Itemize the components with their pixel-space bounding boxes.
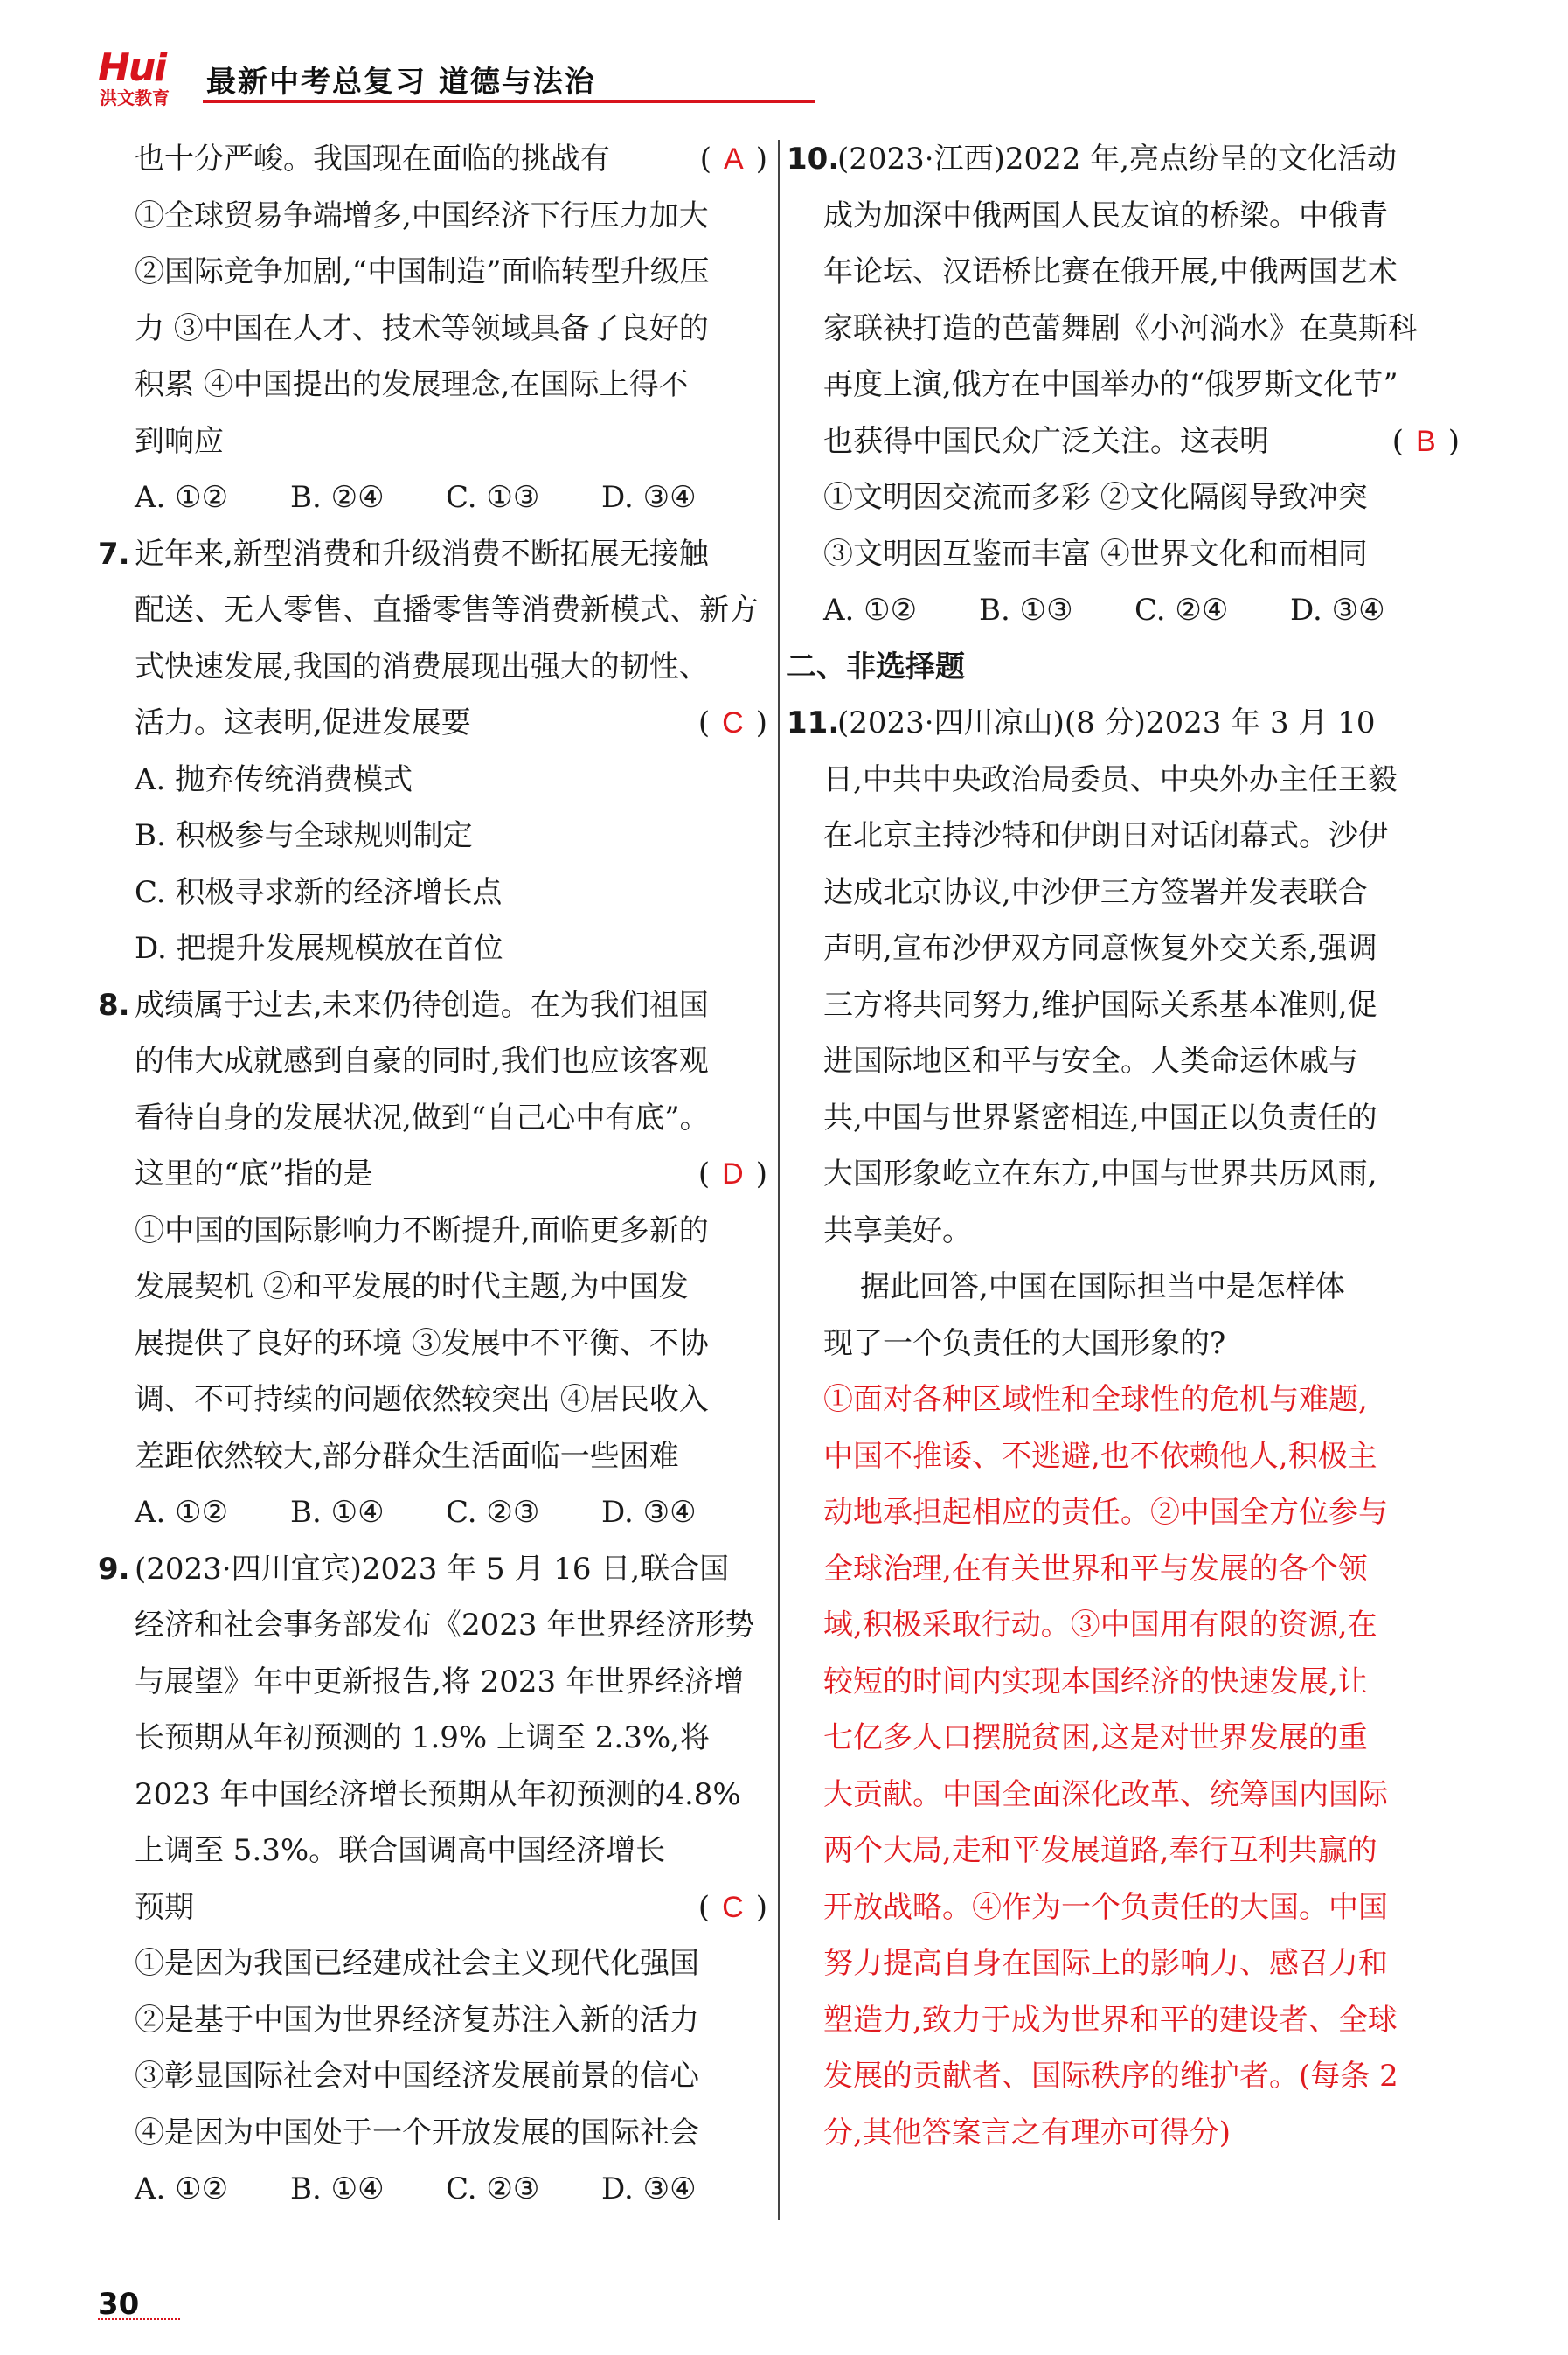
option-a: A. ①② — [135, 2171, 229, 2206]
option-b: B. ①③ — [979, 593, 1073, 628]
question-stem-line: 7. 近年来,新型消费和升级消费不断拓展无接触 — [98, 526, 767, 583]
option-d: D. 把提升发展规模放在首位 — [135, 931, 503, 966]
option-d: D. ③④ — [601, 480, 697, 515]
option-c: C. ②④ — [1134, 593, 1229, 628]
choice-line: 调、不可持续的问题依然较突出 ④居民收入 — [135, 1382, 709, 1417]
question-stem-line: 的伟大成就感到自豪的同时,我们也应该客观 — [135, 1044, 709, 1079]
question-7 — [98, 526, 767, 977]
question-stem-line: 10.(2023·江西)2022 年,亮点纷呈的文化活动 — [787, 131, 1460, 188]
choice-line: ①文明因交流而多彩 ②文化隔阂导致冲突 — [823, 480, 1368, 515]
answer-line: 开放战略。④作为一个负责任的大国。中国 — [823, 1889, 1388, 1925]
answer-bracket: ( D ) — [697, 1157, 767, 1191]
question-6 — [98, 131, 767, 526]
logo-subtitle: 洪文教育 — [100, 87, 170, 108]
question-number: 7. — [98, 536, 130, 572]
question-stem-line: 年论坛、汉语桥比赛在俄开展,中俄两国艺术 — [823, 254, 1398, 289]
question-stem-line: 配送、无人零售、直播零售等消费新模式、新方 — [135, 593, 759, 628]
option-c: C. 积极寻求新的经济增长点 — [135, 874, 503, 910]
question-stem-line: 成为加深中俄两国人民友谊的桥梁。中俄青 — [823, 198, 1388, 233]
question-stem-line: 9. (2023·四川宜宾)2023 年 5 月 16 日,联合国 — [98, 1541, 767, 1598]
answer-line: 塑造力,致力于成为世界和平的建设者、全球 — [823, 2002, 1398, 2038]
choice-line: 积累 ④中国提出的发展理念,在国际上得不 — [135, 367, 689, 402]
question-stem-line: 大国形象屹立在东方,中国与世界共历风雨, — [823, 1157, 1377, 1191]
question-9 — [98, 1541, 767, 2218]
page-number: 30 — [98, 2287, 140, 2322]
question-stem-line: 共,中国与世界紧密相连,中国正以负责任的 — [823, 1100, 1377, 1136]
option-a: A. ①② — [135, 480, 229, 515]
option-d: D. ③④ — [1290, 593, 1385, 628]
question-stem-line: 也获得中国民众广泛关注。这表明 ( B ) — [787, 413, 1460, 470]
question-stem-line: 经济和社会事务部发布《2023 年世界经济形势 — [135, 1608, 755, 1643]
answer-line: 中国不推诿、不逃避,也不依赖他人,积极主 — [823, 1438, 1377, 1474]
column-divider — [778, 140, 780, 2220]
answer-bracket: ( B ) — [1391, 423, 1460, 459]
question-stem-line: 8. 成绩属于过去,未来仍待创造。在为我们祖国 — [98, 977, 767, 1034]
choice-line: ④是因为中国处于一个开放发展的国际社会 — [135, 2115, 699, 2150]
left-column — [98, 131, 767, 2218]
question-stem-line: 声明,宣布沙伊双方同意恢复外交关系,强调 — [823, 931, 1377, 966]
question-stem-line: 在北京主持沙特和伊朗日对话闭幕式。沙伊 — [823, 818, 1388, 853]
question-stem-line: 看待自身的发展状况,做到“自己心中有底”。 — [135, 1100, 710, 1136]
answer-line: 较短的时间内实现本国经济的快速发展,让 — [823, 1664, 1368, 1699]
option-d: D. ③④ — [601, 2171, 697, 2206]
answer-letter: A — [724, 142, 744, 176]
choice-line: 展提供了良好的环境 ③发展中不平衡、不协 — [135, 1325, 709, 1361]
question-number: 8. — [98, 987, 130, 1023]
right-column — [787, 131, 1460, 2161]
option-c: C. ②③ — [446, 2171, 540, 2206]
logo-mark: Hui — [98, 45, 166, 90]
question-stem-line: 再度上演,俄方在中国举办的“俄罗斯文化节” — [823, 367, 1398, 402]
answer-line: 两个大局,走和平发展道路,奉行互利共赢的 — [823, 1833, 1377, 1868]
choice-line: 力 ③中国在人才、技术等领域具备了良好的 — [135, 310, 709, 346]
question-stem-line: 与展望》年中更新报告,将 2023 年世界经济增 — [135, 1664, 744, 1699]
option-d: D. ③④ — [601, 1495, 697, 1530]
question-stem-line: 上调至 5.3%。联合国调高中国经济增长 — [135, 1833, 666, 1868]
answer-line: 分,其他答案言之有理亦可得分) — [823, 2115, 1232, 2150]
choice-line: ①全球贸易争端增多,中国经济下行压力加大 — [135, 198, 709, 233]
option-c: C. ①③ — [446, 480, 540, 515]
answer-line: 努力提高自身在国际上的影响力、感召力和 — [823, 1946, 1388, 1981]
choice-line: 差距依然较大,部分群众生活面临一些困难 — [135, 1438, 679, 1474]
question-stem-line: 长预期从年初预测的 1.9% 上调至 2.3%,将 — [135, 1720, 710, 1755]
question-prompt: 据此回答,中国在国际担当中是怎样体 — [860, 1269, 1345, 1304]
question-stem-line: 日,中共中央政治局委员、中央外办主任王毅 — [823, 761, 1398, 797]
answer-letter: C — [722, 1890, 744, 1924]
question-8 — [98, 977, 767, 1541]
option-row — [98, 1484, 767, 1541]
question-stem-line: 预期 ( C ) — [98, 1879, 767, 1936]
answer-letter: B — [1416, 424, 1436, 458]
book-title: 最新中考总复习 道德与法治 — [206, 65, 596, 100]
option-a: A. 抛弃传统消费模式 — [135, 761, 413, 797]
question-10 — [787, 131, 1460, 639]
question-stem-line: 式快速发展,我国的消费展现出强大的韧性、 — [135, 649, 709, 684]
choice-line: ①是因为我国已经建成社会主义现代化强国 — [135, 1946, 699, 1981]
answer-letter: D — [722, 1157, 744, 1191]
question-stem-line: 11.(2023·四川凉山)(8 分)2023 年 3 月 10 — [787, 695, 1460, 752]
question-stem-line: 这里的“底”指的是 ( D ) — [98, 1146, 767, 1203]
choice-line: ②是基于中国为世界经济复苏注入新的活力 — [135, 2002, 699, 2038]
answer-line: 发展的贡献者、国际秩序的维护者。(每条 2 — [823, 2059, 1398, 2094]
choice-line: ②国际竞争加剧,“中国制造”面临转型升级压 — [135, 254, 710, 289]
answer-line: 域,积极采取行动。③中国用有限的资源,在 — [823, 1608, 1377, 1643]
page-header — [98, 45, 718, 108]
option-b: B. 积极参与全球规则制定 — [135, 818, 473, 853]
question-number: 11. — [787, 705, 840, 740]
question-stem-line: 家联袂打造的芭蕾舞剧《小河淌水》在莫斯科 — [823, 310, 1418, 346]
option-b: B. ①④ — [290, 1495, 385, 1530]
answer-bracket: ( C ) — [697, 705, 767, 740]
question-number: 9. — [98, 1551, 130, 1587]
answer-line: 七亿多人口摆脱贫困,这是对世界发展的重 — [823, 1720, 1368, 1755]
publisher-logo — [98, 45, 185, 108]
answer-line: 大贡献。中国全面深化改革、统筹国内国际 — [823, 1776, 1388, 1812]
answer-letter: C — [722, 706, 744, 740]
question-prompt: 现了一个负责任的大国形象的? — [823, 1325, 1226, 1361]
question-stem-line: 也十分严峻。我国现在面临的挑战有 ( A ) — [98, 131, 767, 188]
choice-line: ①中国的国际影响力不断提升,面临更多新的 — [135, 1212, 709, 1248]
option-b: B. ①④ — [290, 2171, 385, 2206]
question-11 — [787, 695, 1460, 2161]
choice-line: 发展契机 ②和平发展的时代主题,为中国发 — [135, 1269, 689, 1304]
page-number-rule — [98, 2318, 180, 2320]
answer-line: ①面对各种区域性和全球性的危机与难题, — [823, 1382, 1368, 1417]
question-stem-line: 三方将共同努力,维护国际关系基本准则,促 — [823, 987, 1377, 1023]
question-stem-line: 共享美好。 — [823, 1212, 972, 1248]
question-stem-line: 活力。这表明,促进发展要 ( C ) — [98, 695, 767, 752]
option-c: C. ②③ — [446, 1495, 540, 1530]
option-a: A. ①② — [823, 593, 918, 628]
question-stem-line: 进国际地区和平与安全。人类命运休戚与 — [823, 1044, 1358, 1079]
choice-line: 到响应 — [135, 423, 224, 459]
option-b: B. ②④ — [290, 480, 385, 515]
option-row — [787, 582, 1460, 639]
choice-line: ③文明因互鉴而丰富 ④世界文化和而相同 — [823, 536, 1368, 572]
answer-line: 全球治理,在有关世界和平与发展的各个领 — [823, 1551, 1368, 1587]
answer-bracket: ( A ) — [699, 142, 767, 177]
question-stem-line: 达成北京协议,中沙伊三方签署并发表联合 — [823, 874, 1368, 910]
answer-bracket: ( C ) — [697, 1889, 767, 1925]
option-row — [98, 469, 767, 526]
reference-answer — [787, 1372, 1460, 2161]
answer-line: 动地承担起相应的责任。②中国全方位参与 — [823, 1495, 1388, 1530]
header-rule — [203, 100, 815, 103]
option-a: A. ①② — [135, 1495, 229, 1530]
option-row — [98, 2161, 767, 2218]
section-heading: 二、非选择题 — [787, 649, 965, 684]
question-number: 10. — [787, 142, 840, 177]
choice-line: ③彰显国际社会对中国经济发展前景的信心 — [135, 2059, 699, 2094]
question-stem-line: 2023 年中国经济增长预期从年初预测的4.8% — [135, 1776, 741, 1812]
